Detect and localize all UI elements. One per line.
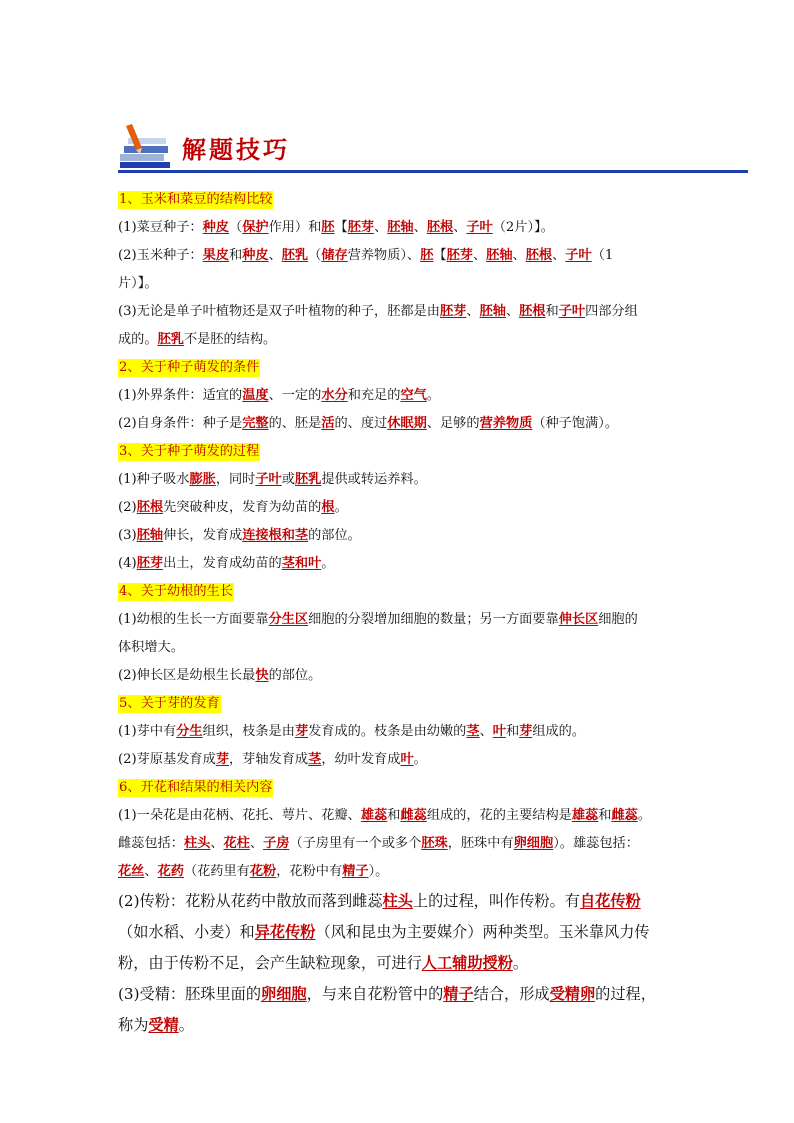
line-text: 成的。 <box>118 332 158 347</box>
keyword-answer: 营养物质 <box>479 416 533 431</box>
line-text: 组成的，花的主要结构是 <box>426 808 572 823</box>
keyword-answer: 精子 <box>443 985 474 1003</box>
line-text: 体积增大。 <box>118 640 184 655</box>
keyword-answer: 胚乳 <box>157 332 184 347</box>
line-text: 、 <box>505 304 520 319</box>
keyword-answer: 活 <box>321 416 335 431</box>
keyword-answer: 子叶 <box>255 472 282 487</box>
keyword-answer: 雌蕊 <box>611 808 638 823</box>
keyword-answer: 果皮 <box>202 248 229 263</box>
keyword-answer: 茎 <box>466 724 480 739</box>
keyword-answer: 胚乳 <box>294 472 322 487</box>
line-text: ，芽轴发育成 <box>229 752 309 767</box>
keyword-answer: 储存 <box>321 248 348 263</box>
line-text: (2) <box>118 500 137 515</box>
keyword-answer: 分生 <box>176 724 203 739</box>
line-text: ，幼叶发育成 <box>321 752 401 767</box>
text-line <box>118 662 688 690</box>
line-text: 和 <box>545 304 559 319</box>
section-heading: 4、关于幼根的生长 <box>119 584 233 599</box>
section-heading: 2、关于种子萌发的条件 <box>119 360 260 375</box>
line-text: 或 <box>281 472 295 487</box>
keyword-answer: 快 <box>255 668 269 683</box>
keyword-answer: 胚轴 <box>486 248 513 263</box>
line-text: (4) <box>118 556 137 571</box>
line-text: 、 <box>466 304 480 319</box>
text-line <box>118 886 688 917</box>
page-title: 解题技巧 <box>182 136 290 164</box>
keyword-answer: 子叶 <box>558 304 586 319</box>
keyword-answer: 雌蕊 <box>400 808 427 823</box>
keyword-answer: 连接根和茎 <box>242 528 309 543</box>
line-text: 粉，由于传粉不足，会产生缺粒现象，可进行 <box>118 954 422 972</box>
line-text: 。 <box>321 556 335 571</box>
keyword-answer: 叶 <box>492 724 506 739</box>
line-text: 。 <box>637 808 651 823</box>
line-text: 。 <box>178 1016 194 1034</box>
section-heading: 3、关于种子萌发的过程 <box>119 444 260 459</box>
keyword-answer: 人工辅助授粉 <box>421 954 513 972</box>
keyword-answer: 温度 <box>242 388 269 403</box>
line-text: （2片）】。 <box>492 220 554 235</box>
line-text: 的、胚是 <box>268 416 322 431</box>
keyword-answer: 胚轴 <box>136 528 164 543</box>
line-text: (2)玉米种子： <box>118 248 203 263</box>
text-line <box>118 634 688 662</box>
keyword-answer: 胚珠 <box>421 836 448 851</box>
text-line <box>118 830 688 858</box>
section <box>118 578 688 690</box>
text-line <box>118 802 688 830</box>
keyword-answer: 柱头 <box>382 892 413 910</box>
line-text: 结合，形成 <box>473 985 550 1003</box>
line-text: (3)无论是单子叶植物还是双子叶植物的种子，胚都是由 <box>118 304 440 319</box>
keyword-answer: 胚轴 <box>387 220 414 235</box>
keyword-answer: 雄蕊 <box>360 808 388 823</box>
content-body <box>118 186 688 1041</box>
line-text: ）。雄蕊包括： <box>553 836 639 851</box>
keyword-answer: 芽 <box>215 752 229 767</box>
keyword-answer: 根 <box>321 500 335 515</box>
text-line <box>118 466 688 494</box>
line-text: 、一定的 <box>268 388 322 403</box>
text-line <box>118 298 688 326</box>
keyword-answer: 受精卵 <box>549 985 596 1003</box>
keyword-answer: 受精 <box>148 1016 179 1034</box>
line-text: 、 <box>374 220 388 235</box>
keyword-answer: 异花传粉 <box>254 923 316 941</box>
text-line <box>118 382 688 410</box>
keyword-answer: 卵细胞 <box>513 836 554 851</box>
line-text: 出土，发育成幼苗的 <box>163 556 282 571</box>
line-text: 、 <box>268 248 282 263</box>
line-text: (1)芽中有 <box>118 724 177 739</box>
text-line <box>118 1010 688 1041</box>
keyword-answer: 芽 <box>519 724 533 739</box>
text-line <box>118 550 688 578</box>
line-text: 伸长，发育成 <box>163 528 243 543</box>
keyword-answer: 胚芽 <box>446 248 473 263</box>
line-text: 、 <box>144 864 158 879</box>
line-text: (3)受精：胚珠里面的 <box>118 985 262 1003</box>
text-line <box>118 917 688 948</box>
keyword-answer: 休眠期 <box>387 416 427 431</box>
line-text: 【 <box>334 220 348 235</box>
keyword-answer: 胚芽 <box>347 220 375 235</box>
keyword-answer: 子房 <box>263 836 290 851</box>
keyword-answer: 水分 <box>321 388 348 403</box>
line-text: 的部位。 <box>308 528 361 543</box>
text-line <box>118 270 688 298</box>
title-rule <box>118 170 748 173</box>
text-line <box>118 979 688 1010</box>
text-line <box>118 242 688 270</box>
line-text: ）。 <box>368 864 389 879</box>
line-text: 、 <box>479 724 493 739</box>
text-line <box>118 326 688 354</box>
line-text: （子房里有一个或多个 <box>289 836 422 851</box>
line-text: 和 <box>387 808 401 823</box>
line-text: 片）】。 <box>118 276 158 291</box>
keyword-answer: 胚 <box>321 220 335 235</box>
line-text: 先突破种皮，发育为幼苗的 <box>163 500 322 515</box>
line-text: (2)芽原基发育成 <box>118 752 216 767</box>
line-text: （花药里有 <box>183 864 250 879</box>
keyword-answer: 茎 <box>308 752 322 767</box>
line-text: 上的过程，叫作传粉。有 <box>412 892 580 910</box>
keyword-answer: 茎和叶 <box>281 556 322 571</box>
line-text: （如水稻、小麦）和 <box>118 923 255 941</box>
keyword-answer: 子叶 <box>565 248 592 263</box>
line-text: 发育成的。枝条是由幼嫩的 <box>308 724 467 739</box>
line-text: (2)传粉：花粉从花药中散放而落到雌蕊 <box>118 892 383 910</box>
line-text: 的部位。 <box>268 668 322 683</box>
line-text: ，同时 <box>215 472 256 487</box>
line-text: 四部分组 <box>585 304 638 319</box>
line-text: 细胞的分裂增加细胞的数量；另一方面要靠 <box>308 612 559 627</box>
section-heading: 6、开花和结果的相关内容 <box>119 780 273 795</box>
text-line <box>118 522 688 550</box>
line-text: 、 <box>472 248 487 263</box>
line-text: 雌蕊包括： <box>118 836 184 851</box>
line-text: 。 <box>334 500 348 515</box>
line-text: 【 <box>433 248 447 263</box>
text-line <box>118 494 688 522</box>
line-text: 称为 <box>118 1016 149 1034</box>
keyword-answer: 胚根 <box>136 500 164 515</box>
line-text: 细胞的 <box>598 612 638 627</box>
section <box>118 438 688 578</box>
page-header <box>118 122 748 174</box>
line-text: 营养物质）、 <box>347 248 421 263</box>
line-text: 、 <box>512 248 526 263</box>
line-text: 和充足的 <box>347 388 401 403</box>
line-text: (1)幼根的生长一方面要靠 <box>118 612 269 627</box>
line-text: 的、度过 <box>334 416 388 431</box>
keyword-answer: 胚根 <box>519 304 546 319</box>
line-text: 。 <box>413 752 427 767</box>
line-text: (2)伸长区是幼根生长最 <box>118 668 256 683</box>
line-text: (1)种子吸水 <box>118 472 190 487</box>
line-text: (3) <box>118 528 137 543</box>
keyword-answer: 伸长区 <box>558 612 599 627</box>
line-text: 、 <box>413 220 427 235</box>
keyword-answer: 胚芽 <box>136 556 164 571</box>
line-text: ，花粉中有 <box>276 864 343 879</box>
section <box>118 354 688 438</box>
line-text: （ <box>308 248 322 263</box>
line-text: （风和昆虫为主要媒介）两种类型。玉米靠风力传 <box>315 923 650 941</box>
keyword-answer: 叶 <box>400 752 414 767</box>
line-text: (1)外界条件：适宜的 <box>118 388 243 403</box>
text-line <box>118 410 688 438</box>
line-text: ，与来自花粉管中的 <box>306 985 444 1003</box>
keyword-answer: 胚芽 <box>440 304 467 319</box>
keyword-answer: 芽 <box>294 724 309 739</box>
line-text: (1)菜豆种子： <box>118 220 203 235</box>
line-text: 不是胚的结构。 <box>183 332 277 347</box>
keyword-answer: 种皮 <box>202 220 229 235</box>
keyword-answer: 分生区 <box>268 612 309 627</box>
text-line <box>118 214 688 242</box>
line-text: 、 <box>249 836 264 851</box>
line-text: 。 <box>426 388 440 403</box>
keyword-answer: 花丝 <box>118 864 145 879</box>
keyword-answer: 保护 <box>242 220 269 235</box>
line-text: ，胚珠中有 <box>447 836 514 851</box>
keyword-answer: 胚根 <box>525 248 553 263</box>
line-text: 和 <box>598 808 612 823</box>
keyword-answer: 花柱 <box>223 836 250 851</box>
keyword-answer: 花药 <box>157 864 184 879</box>
text-line <box>118 606 688 634</box>
text-line <box>118 746 688 774</box>
line-text: 的过程， <box>595 985 656 1003</box>
keyword-answer: 种皮 <box>242 248 269 263</box>
line-text: （种子饱满）。 <box>532 416 619 431</box>
keyword-answer: 花粉 <box>249 864 277 879</box>
line-text: 、 <box>453 220 467 235</box>
line-text: 和 <box>229 248 243 263</box>
keyword-answer: 胚根 <box>426 220 454 235</box>
keyword-answer: 完整 <box>242 416 269 431</box>
books-and-pencil-icon <box>118 124 174 170</box>
keyword-answer: 自花传粉 <box>579 892 641 910</box>
keyword-answer: 胚 <box>420 248 434 263</box>
line-text: （ <box>229 220 243 235</box>
keyword-answer: 空气 <box>400 388 427 403</box>
line-text: 和 <box>505 724 520 739</box>
keyword-answer: 卵细胞 <box>261 985 307 1003</box>
line-text: (2)自身条件：种子是 <box>118 416 243 431</box>
keyword-answer: 胚轴 <box>479 304 506 319</box>
section-heading: 1、玉米和菜豆的结构比较 <box>119 192 273 207</box>
line-text: 、 <box>210 836 224 851</box>
section <box>118 774 688 1041</box>
keyword-answer: 柱头 <box>183 836 211 851</box>
line-text: 组织，枝条是由 <box>202 724 295 739</box>
keyword-answer: 膨胀 <box>189 472 216 487</box>
keyword-answer: 胚乳 <box>281 248 309 263</box>
keyword-answer: 精子 <box>342 864 369 879</box>
section-heading: 5、关于芽的发育 <box>119 696 220 711</box>
keyword-answer: 雄蕊 <box>571 808 599 823</box>
section <box>118 690 688 774</box>
line-text: 组成的。 <box>532 724 586 739</box>
keyword-answer: 子叶 <box>466 220 493 235</box>
line-text: 提供或转运养料。 <box>321 472 427 487</box>
text-line <box>118 948 688 979</box>
section <box>118 186 688 354</box>
line-text: (1)一朵花是由花柄、花托、萼片、花瓣、 <box>118 808 361 823</box>
line-text: 。 <box>512 954 529 972</box>
text-line <box>118 718 688 746</box>
line-text: 作用）和 <box>268 220 322 235</box>
line-text: 、 <box>552 248 566 263</box>
line-text: 、足够的 <box>426 416 480 431</box>
line-text: （1 <box>591 248 614 263</box>
text-line <box>118 858 688 886</box>
